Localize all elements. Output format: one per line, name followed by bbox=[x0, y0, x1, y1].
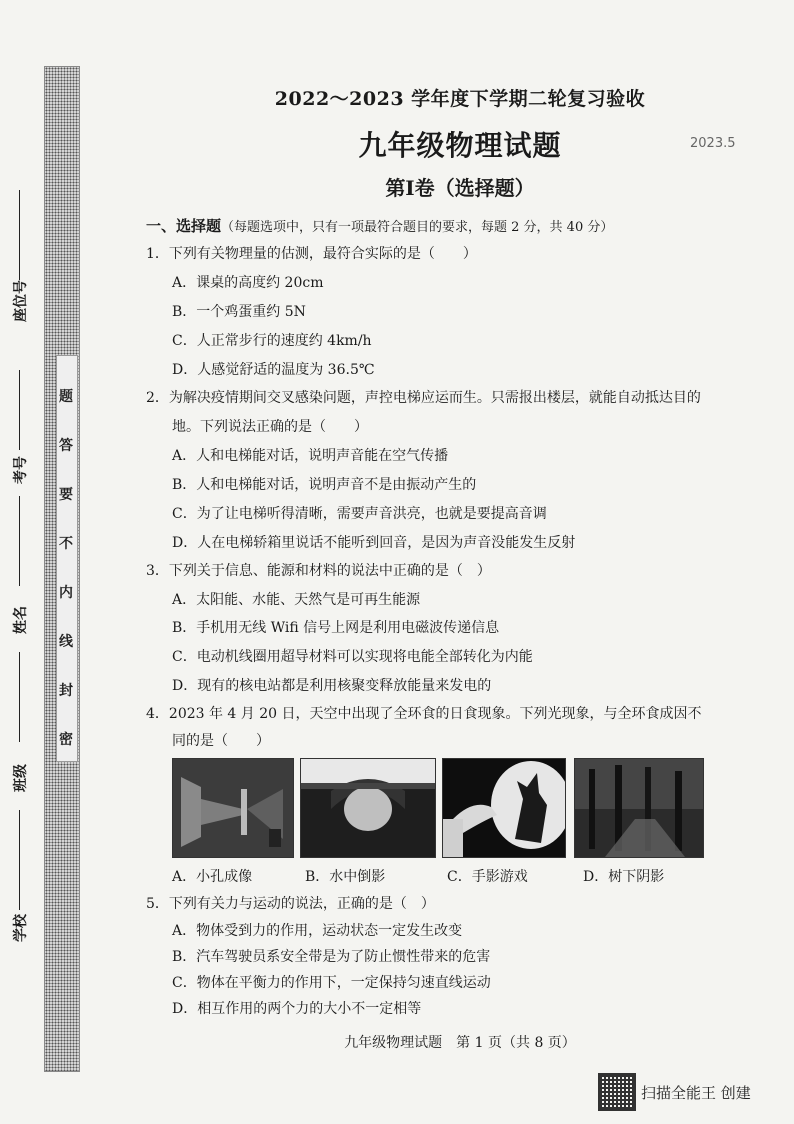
option: D．人感觉舒适的温度为 36.5℃ bbox=[172, 362, 375, 378]
question-stem-cont: 地。下列说法正确的是（ ） bbox=[172, 419, 368, 435]
option: A．物体受到力的作用，运动状态一定发生改变 bbox=[172, 923, 463, 939]
seal-char: 题 bbox=[59, 389, 73, 405]
question-stem: 3．下列关于信息、能源和材料的说法中正确的是（ ） bbox=[146, 563, 491, 579]
question-stem-cont: 同的是（ ） bbox=[172, 733, 270, 749]
option: D．相互作用的两个力的大小不一定相等 bbox=[172, 1001, 422, 1017]
option: D．现有的核电站都是利用核聚变释放能量来发电的 bbox=[172, 678, 492, 694]
seal-char: 密 bbox=[59, 732, 73, 748]
section-heading bbox=[146, 215, 613, 236]
exam-no-line bbox=[19, 370, 20, 450]
option: B．手机用无线 Wifi 信号上网是利用电磁波传递信息 bbox=[172, 620, 500, 636]
option: B．人和电梯能对话，说明声音不是由振动产生的 bbox=[172, 477, 477, 493]
question-stem: 2．为解决疫情期间交叉感染问题，声控电梯应运而生。只需报出楼层，就能自动抵达目的 bbox=[146, 390, 701, 406]
seal-char: 答 bbox=[59, 438, 73, 454]
section-title: 一、选择题 bbox=[146, 217, 222, 235]
seal-char: 线 bbox=[59, 634, 73, 650]
qr-code-icon bbox=[598, 1073, 636, 1111]
pinhole-image bbox=[172, 758, 294, 858]
seal-char: 封 bbox=[59, 683, 73, 699]
question-stem: 1．下列有关物理量的估测，最符合实际的是（ ） bbox=[146, 246, 477, 262]
name-label: 姓名 bbox=[13, 606, 29, 634]
school-line bbox=[19, 810, 20, 910]
seal-char: 内 bbox=[59, 585, 73, 601]
page-footer: 九年级物理试题 第 1 页（共 8 页） bbox=[344, 1035, 576, 1051]
exam-subject: 九年级物理试题 bbox=[358, 129, 562, 162]
tree-shadow-image bbox=[574, 758, 704, 858]
name-line bbox=[19, 496, 20, 586]
section-note: （每题选项中，只有一项最符合题目的要求，每题 2 分，共 40 分） bbox=[221, 220, 614, 235]
seat-label: 座位号 bbox=[13, 280, 29, 322]
seal-line-box bbox=[56, 355, 78, 762]
part-title: 第Ⅰ卷（选择题） bbox=[385, 176, 535, 200]
option: A．人和电梯能对话，说明声音能在空气传播 bbox=[172, 448, 449, 464]
school-label: 学校 bbox=[13, 914, 29, 942]
class-line bbox=[19, 652, 20, 742]
seal-char: 要 bbox=[59, 487, 73, 503]
scanner-watermark: 扫描全能王 创建 bbox=[641, 1084, 751, 1102]
option: C．为了让电梯听得清晰，需要声音洪亮，也就是要提高音调 bbox=[172, 506, 547, 522]
question-stem: 4．2023 年 4 月 20 日，天空中出现了全环食的日食现象。下列光现象，与全环食成因不 bbox=[146, 706, 702, 722]
seal-char: 不 bbox=[59, 536, 73, 552]
hand-shadow-image bbox=[442, 758, 566, 858]
image-label: B．水中倒影 bbox=[305, 869, 386, 885]
exam-no-label: 考号 bbox=[13, 456, 29, 484]
option: A．课桌的高度约 20cm bbox=[172, 275, 324, 291]
option: B．一个鸡蛋重约 5N bbox=[172, 304, 306, 320]
question-stem: 5．下列有关力与运动的说法，正确的是（ ） bbox=[146, 896, 435, 912]
bridge-reflection-image bbox=[300, 758, 436, 858]
option: D．人在电梯轿箱里说话不能听到回音，是因为声音没能发生反射 bbox=[172, 535, 576, 551]
option: A．太阳能、水能、天然气是可再生能源 bbox=[172, 592, 421, 608]
option: B．汽车驾驶员系安全带是为了防止惯性带来的危害 bbox=[172, 949, 491, 965]
image-label: D．树下阴影 bbox=[583, 869, 665, 885]
option: C．人正常步行的速度约 4km/h bbox=[172, 333, 372, 349]
exam-title: 2022～2023 学年度下学期二轮复习验收 bbox=[274, 88, 646, 110]
class-label: 班级 bbox=[13, 764, 29, 792]
exam-date: 2023.5 bbox=[690, 136, 736, 151]
option: C．物体在平衡力的作用下，一定保持匀速直线运动 bbox=[172, 975, 491, 991]
image-label: A．小孔成像 bbox=[172, 869, 253, 885]
option: C．电动机线圈用超导材料可以实现将电能全部转化为内能 bbox=[172, 649, 533, 665]
image-label: C．手影游戏 bbox=[447, 869, 528, 885]
seat-line bbox=[19, 190, 20, 280]
